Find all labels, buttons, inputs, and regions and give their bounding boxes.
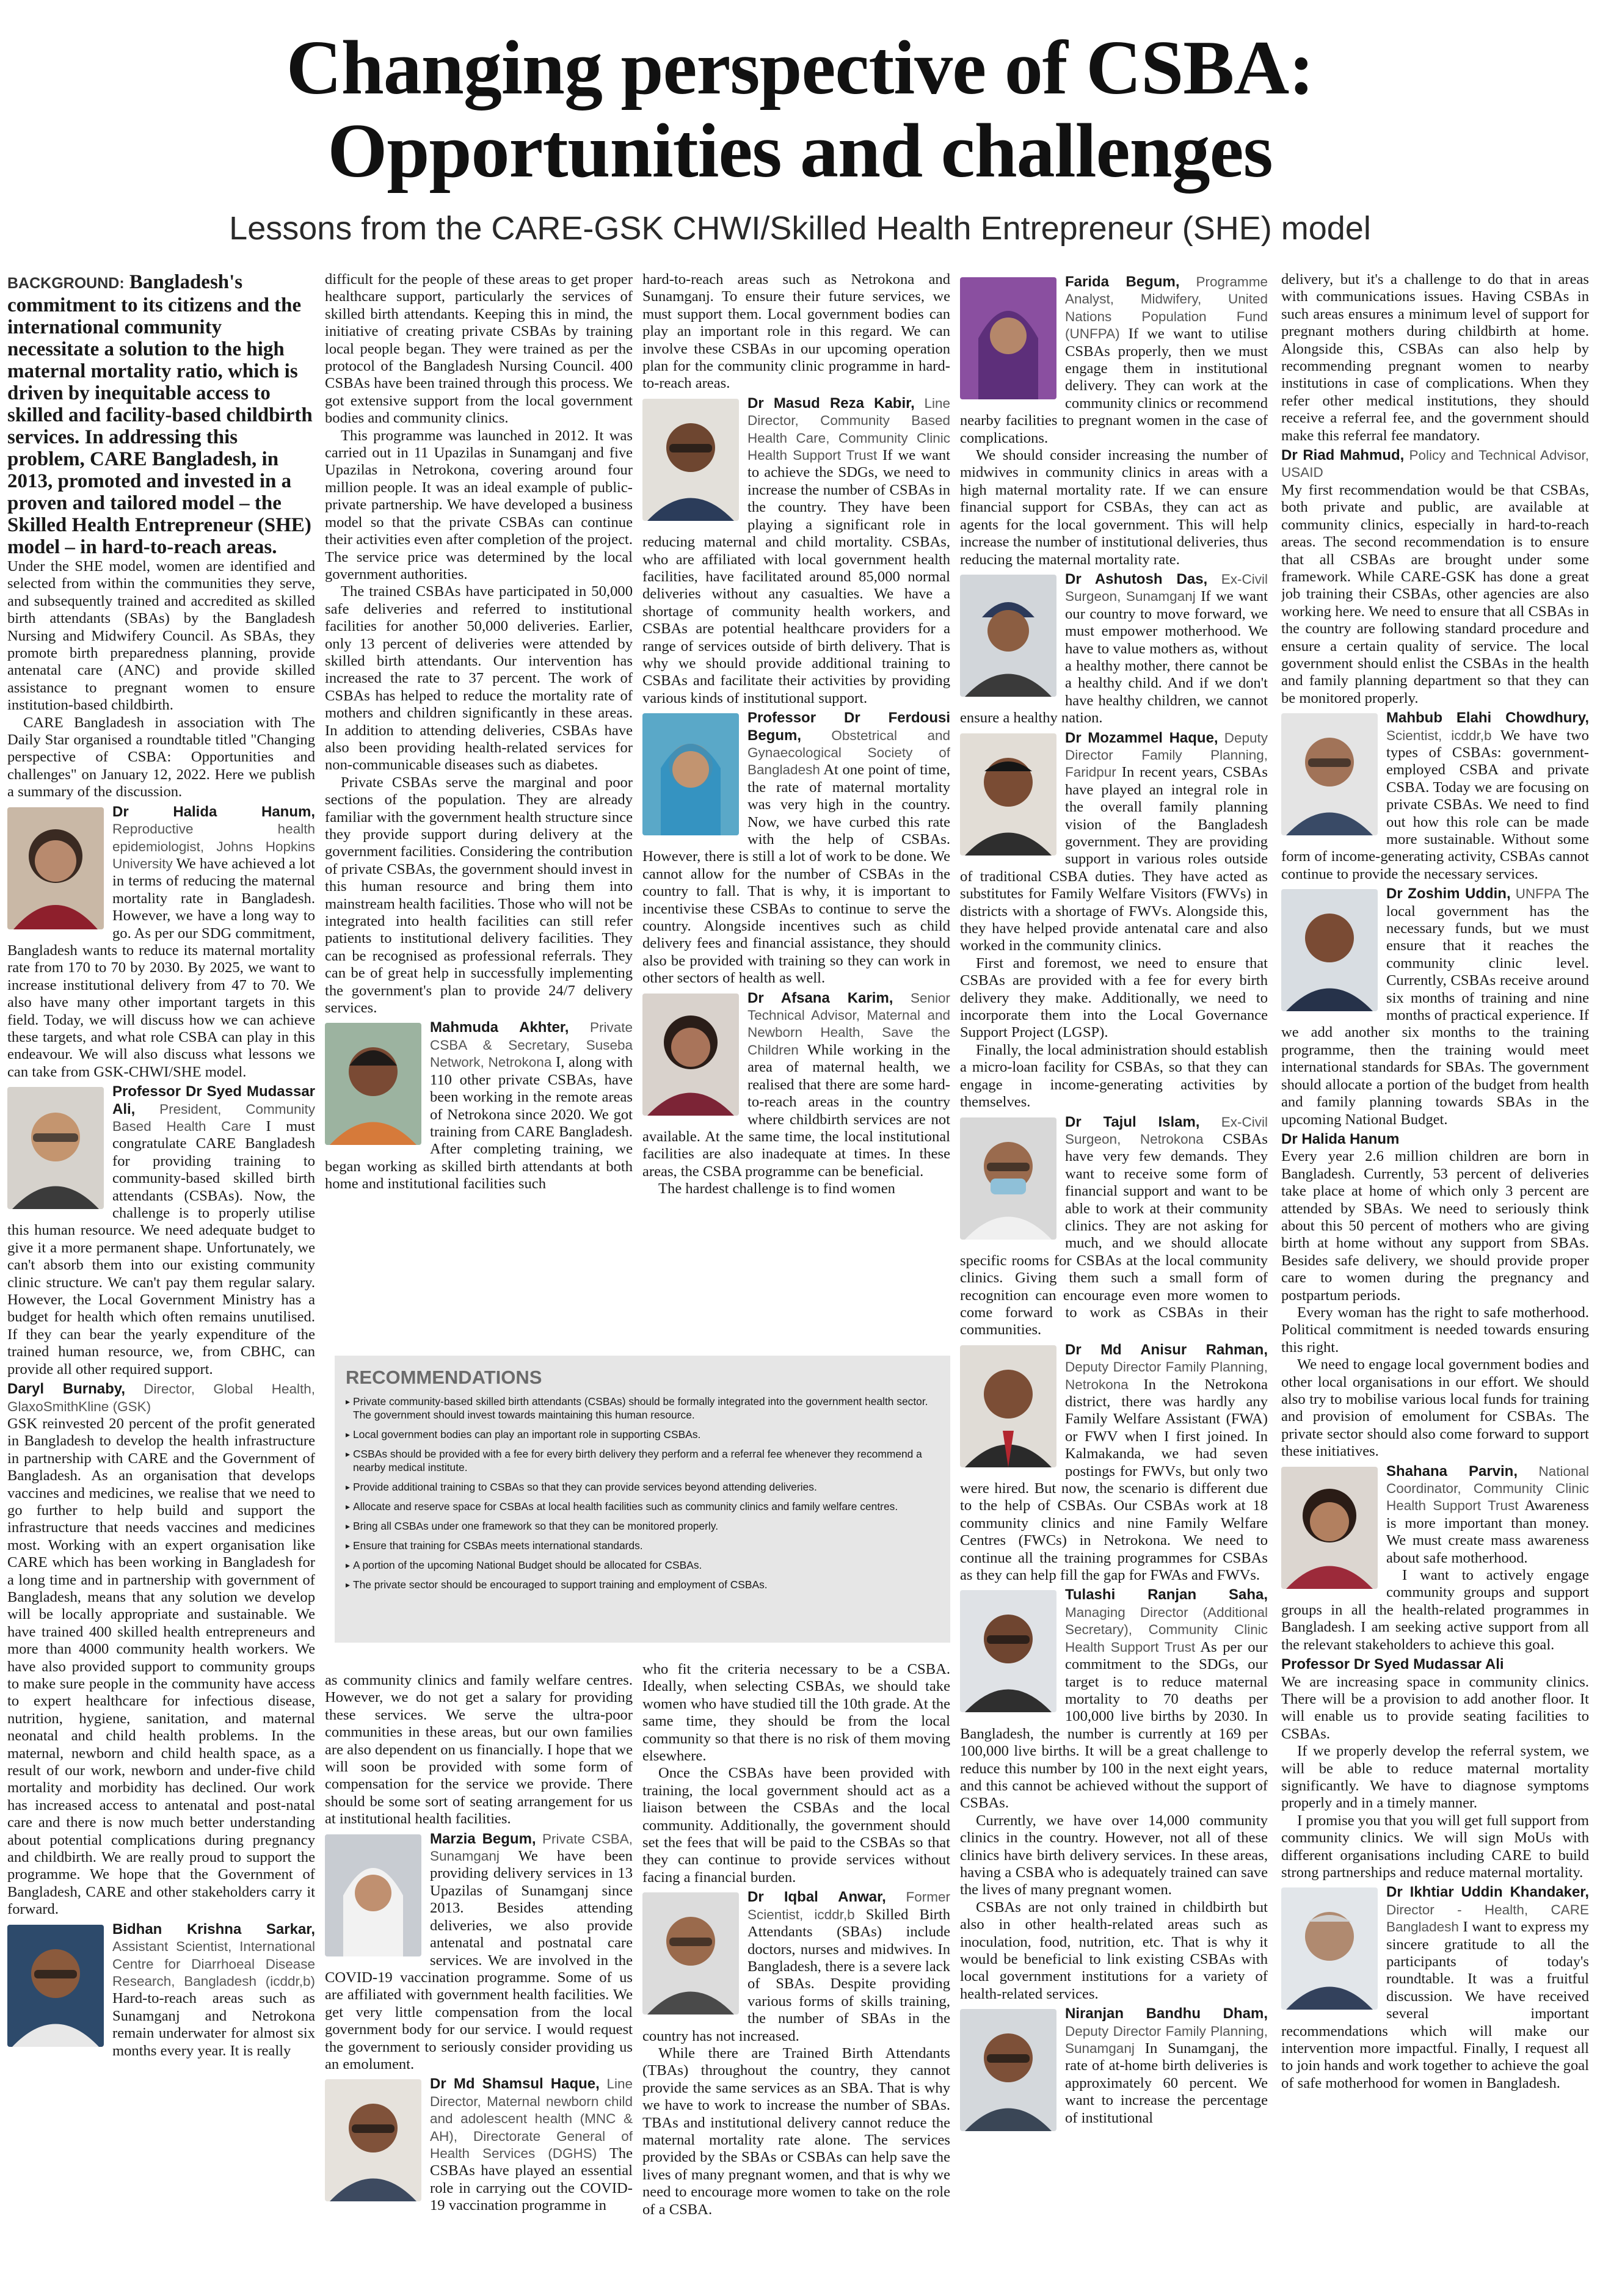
speaker-block: [7, 1381, 315, 1919]
recommendation-item: ▸ Private community-based skilled birth attendants (CSBAs) should be formally integrated into the government health sector. The government should invest towards maintaining this human resource.: [346, 1395, 939, 1422]
recommendations-box: [335, 1356, 950, 1643]
speaker-title: Director, Global Health, GlaxoSmithKline (GSK): [7, 1381, 315, 1414]
paragraph: The hardest challenge is to find women: [658, 1180, 895, 1197]
speaker-title: Managing Director (Additional Secretary), Community Clinic Health Support Trust: [1065, 1604, 1268, 1655]
background-lead: [7, 271, 315, 558]
speaker-photo: [642, 713, 739, 835]
speaker-block: [960, 730, 1268, 1111]
speaker-text: In recent years, CSBAs have played an integral role in the overall family planning vision of the Bangladesh government. They are providing support in various roles outside of traditional CSBA duties. They have acted as substitutes for Family Welfare Visitors (FWVs) in districts with a shortage of FWVs. Alongside this, they have helped provide antenatal care and also worked in the community clinics.: [960, 764, 1268, 954]
recommendation-item: ▸ A portion of the upcoming National Budget should be allocated for CSBAs.: [346, 1558, 939, 1572]
speaker-text: I, along with 110 other private CSBAs, have been working in the remote areas of Netrokona since 2020. We got training from CARE Bangladesh. After completing training, we began working as skilled birth attendants at both home and institutional facilities such: [325, 1054, 633, 1193]
speaker-title: Policy and Technical Advisor, USAID: [1281, 448, 1589, 481]
speaker-photo: [1281, 713, 1378, 835]
speaker-title: Senior Technical Advisor, Maternal and Newborn Health, Save the Children: [747, 990, 950, 1058]
speaker-photo: [7, 1925, 104, 2047]
speaker-photo: [325, 2079, 421, 2201]
speaker-block: [325, 1019, 633, 1193]
paragraph: The trained CSBAs have participated in 50,000 safe deliveries and referred to institutional facilities for another 50,000 deliveries. Earlier, only 13 percent of deliveries were attended by skilled birth attendants. Our intervention has increased the rate to 37 percent. The work of CSBAs has helped to reduce the mortality rate of mothers and children significantly in these areas. In addition to attending deliveries, CSBAs have also been providing health-related services for non-communicable diseases such as diabetes.: [325, 583, 633, 774]
paragraph: who fit the criteria necessary to be a CSBA. Ideally, when selecting CSBAs, we should take women who have studied till the 10th grade. At the same time, they should be from the local community so that there is no risk of them moving elsewhere.: [642, 1661, 950, 1765]
intro-paragraph: Under the SHE model, women are identified and selected from within the communities they serve, and subsequently trained and accredited as skilled birth attendants (SBAs) by the Bangladesh Nursing and Midwifery Council. As SBAs, they promote birth preparedness planning, provide antenatal care (ANC) and provide skilled assistance to pregnant women to ensure institution-based childbirth.: [7, 558, 315, 714]
speaker-text: If we want our country to move forward, we must empower motherhood. We have to value mothers as, without a healthy mother, there cannot be a healthy child. And if we don't have healthy children, we cannot ensure a healthy nation.: [960, 588, 1268, 727]
recommendation-item: ▸ Local government bodies can play an important role in supporting CSBAs.: [346, 1428, 939, 1441]
speaker-title: Reproductive health epidemiologist, Johns Hopkins University: [112, 821, 315, 871]
recommendations-list: [346, 1395, 939, 1591]
speaker-photo: [960, 733, 1056, 856]
speaker-photo: [960, 1345, 1056, 1467]
paragraph: I promise you that you will get full support from community clinics. We will sign MoUs with different organisations including CARE to build strong partnerships and reduce maternal mortality.: [1281, 1812, 1589, 1881]
headline-line-2: Opportunities and challenges: [327, 109, 1273, 194]
recommendation-item: ▸ Provide additional training to CSBAs so that they can provide services beyond attending deliveries.: [346, 1480, 939, 1494]
speaker-name: Dr Halida Hanum,: [112, 803, 315, 820]
speaker-title: Line Director, Community Based Health Care, Community Clinic Health Support Trust: [747, 395, 950, 463]
speaker-title: Deputy Director Family Planning, Faridpur: [1065, 730, 1268, 780]
recommendation-item: ▸ CSBAs should be provided with a fee for every birth delivery they perform and a referral fee whenever they recommend a nearby medical institute.: [346, 1447, 939, 1474]
background-lead-text: Bangladesh's commitment to its citizens and the international community necessitate a solution to the high maternal mortality ratio, which is driven by inequitable access to skilled and facility-based childbirth services. In addressing this problem, CARE Bangladesh, in 2013, promoted and invested in a proven and tailored model – the Skilled Health Entrepreneur (SHE) model – in hard-to-reach areas.: [7, 271, 313, 558]
paragraph: Every woman has the right to safe motherhood. Political commitment is needed towards ensuring this right.: [1281, 1304, 1589, 1356]
speaker-name: Dr Riad Mahmud,: [1281, 447, 1405, 464]
speaker-name: Dr Tajul Islam,: [1065, 1113, 1200, 1130]
speaker-title: Ex-Civil Surgeon, Netrokona: [1065, 1114, 1268, 1147]
speaker-block: [1281, 1131, 1589, 1461]
recommendation-item: ▸ Bring all CSBAs under one framework so that they can be monitored properly.: [346, 1519, 939, 1533]
speaker-text: If we want to utilise CSBAs properly, then we must engage them in institutional delivery. They can work at the community clinics or recommend nearby facilities to pregnant women in the case of complications.: [960, 325, 1268, 446]
speaker-title: Line Director, Maternal newborn child and adolescent health (MNC & AH), Directorate General of Health Services (DGHS): [430, 2076, 633, 2161]
speaker-photo: [1281, 889, 1378, 1011]
speaker-title: Assistant Scientist, International Centre for Diarrhoeal Disease Research, Bangladesh (icddr,b): [112, 1939, 315, 1989]
speaker-photo: [960, 1590, 1056, 1712]
speaker-title: Scientist, icddr,b: [1386, 727, 1492, 743]
paragraph: While there are Trained Birth Attendants (TBAs) throughout the country, they cannot provide the same services as an SBA. That is why we have to work to increase the number of SBAs. TBAs and institutional delivery cannot reduce the maternal mortality rate alone. The services provided by the SBAs or CSBAs can help save the lives of many pregnant women, and that is why we need to encourage more women to take on the role of a CSBA.: [642, 2044, 950, 2218]
speaker-photo: [7, 1087, 104, 1209]
speaker-photo: [642, 994, 739, 1116]
speaker-title: Private CSBA & Secretary, Suseba Network, Netrokona: [430, 1020, 633, 1070]
subheadline: Lessons from the CARE-GSK CHWI/Skilled Health Entrepreneur (SHE) model: [229, 210, 1371, 247]
speaker-text: I want to express my sincere gratitude to all the participants of today's roundtable. It was a fruitful discussion. We have received several important recommendations which will make our intervention more impactful. Finally, I request all to join hands and work together to achieve the goal of safe motherhood for women in Bangladesh.: [1281, 1919, 1589, 2091]
speaker-photo: [960, 1117, 1056, 1240]
speaker-photo: [642, 399, 739, 521]
speaker-text: GSK reinvested 20 percent of the profit generated in Bangladesh to develop the health infrastructure in partnership with CARE and the Government of Bangladesh. As an organisation that develops vaccines and medicines, we realise that we need to go further to help build and support the infrastructure that needs vaccines and medicines most. Working with an expert organisation like CARE which has been working in Bangladesh for a long time and in partnership with government of Bangladesh, means that any solution we develop will be locally appropriate and sustainable. We have trained 400 skilled health entrepreneurs and more than 4000 community health workers. We have also provided support to community groups to make sure people in the community have access to expert healthcare for infectious disease, nutrition, hygiene, sanitation, and maternal neonatal and child health problems. In the maternal, newborn and child health space, as a result of our work, newborn and under-five child mortality and morbidity has declined. Our work has increased access to antenatal and post-natal care and there is now much better understanding about potential complications during pregnancy and childbirth. We are really proud to support the programme. We hope that the Government of Bangladesh, CARE and other stakeholders carry it forward.: [7, 1415, 315, 1918]
paragraph: difficult for the people of these areas to get proper healthcare support, particularly the services of skilled birth attendants. Keeping this in mind, the initiative of creating private CSBAs by training local people began. They were trained as per the protocol of the Bangladesh Nursing Council. 400 CSBAs have been trained through this process. We got extensive support from the local government bodies and community clinics.: [325, 271, 633, 427]
speaker-block: [960, 1114, 1268, 1339]
speaker-name: Dr Md Anisur Rahman,: [1065, 1341, 1268, 1358]
speaker-title: Director - Health, CARE Bangladesh: [1386, 1902, 1589, 1935]
paragraph: If we properly develop the referral system, we will be able to reduce maternal mortality significantly. We have to diagnose symptoms properly and in a timely manner.: [1281, 1743, 1589, 1812]
intro-paragraph: CARE Bangladesh in association with The Daily Star organised a roundtable titled "Changing perspective of CSBA: Opportunities and challenges" on January 12, 2022. Here we publish a summary of the discussion.: [7, 714, 315, 801]
recommendation-item: ▸ Ensure that training for CSBAs meets international standards.: [346, 1539, 939, 1552]
recommendation-item: ▸ The private sector should be encouraged to support training and employment of CSBAs.: [346, 1578, 939, 1591]
speaker-block: [1281, 447, 1589, 707]
speaker-name: Dr Mozammel Haque,: [1065, 729, 1218, 746]
paragraph: I want to actively engage community groups and support groups in all the health-related programmes in Bangladesh. I am seeking active support from all the relevant stakeholders to achieve this goal.: [1281, 1567, 1589, 1653]
speaker-photo: [325, 1023, 421, 1145]
column-3-bottom: [642, 1661, 950, 2292]
speaker-name: Farida Begum,: [1065, 274, 1180, 290]
speaker-text: If we want to achieve the SDGs, we need to increase the number of CSBAs in the country. They have been playing a significant role in reducing maternal and child mortality. CSBAs, who are affiliated with local government health facilities, have facilitated around 85,000 normal deliveries without any casualties. We have a shortage of community health workers, and CSBAs are potential healthcare providers for a range of services outside of birth delivery. That is why we should provide additional training to CSBAs and facilitate their activities by providing various kinds of institutional support.: [642, 447, 950, 707]
speaker-name: Tulashi Ranjan Saha,: [1065, 1586, 1268, 1604]
speaker-photo: [1281, 1887, 1378, 2010]
speaker-block: [7, 1083, 315, 1378]
speaker-name: Daryl Burnaby,: [7, 1381, 126, 1398]
speaker-name: Dr Md Shamsul Haque,: [430, 2076, 600, 2093]
speaker-block: [7, 804, 315, 1081]
speaker-name: Dr Afsana Karim,: [747, 989, 893, 1006]
speaker-text: Hard-to-reach areas such as Sunamganj and Netrokona remain underwater for almost six months every year. It is really: [112, 1990, 315, 2059]
speaker-name: Dr Masud Reza Kabir,: [747, 394, 915, 412]
speaker-text: As per our commitment to the SDGs, our target is to reduce maternal mortality to 70 deaths per 100,000 live births by 2030. In Bangladesh, the number is currently at 169 per 100,000 live births. It will be a great challenge to reduce this number by 100 in the next eight years, and this cannot be achieved without the support of CSBAs.: [960, 1638, 1268, 1812]
paragraph: CSBAs are not only trained in childbirth but also in other health-related areas such as inoculation, food, nutrition, etc. That is why it would be beneficial to link existing CSBAs with local government institutions for a variety of health-related services.: [960, 1898, 1268, 2002]
column-4: [960, 271, 1268, 2292]
speaker-text: While working in the area of maternal health, we realised that there are some hard-to-reach areas in the country where childbirth services are not available. At the same time, the local institutional facilities are also inadequate at times. In these areas, the CSBA programme can be beneficial.: [642, 1041, 950, 1180]
paragraph: This programme was launched in 2012. It was carried out in 11 Upazilas in Sunamganj and five Upazilas in Netrokona, covering around four million people. It was an ideal example of public-private partnership. We have developed a business model so that the private CSBAs can continue their activities even after completion of the project. The service price was determined by the local government authorities.: [325, 427, 633, 583]
speaker-text: CSBAs have very few demands. They want to receive some form of financial support and want to be able to work at their community clinics. They are not asking for much, and we should allocate specific rooms for CSBAs at the local community clinics. Giving them such a small form of recognition can encourage even more women to come forward to work as CSBAs in their communities.: [960, 1130, 1268, 1339]
speaker-text: The local government has the necessary funds, but we must ensure that it reaches the community clinic level. Currently, CSBAs receive around six months of training and nine months of practical experience. If we add another six months to the training programme, then the training would meet international standards for SBAs. The government should allocate a portion of the budget from health and family planning towards SBAs in the upcoming National Budget.: [1281, 885, 1589, 1128]
speaker-text: Every year 2.6 million children are born in Bangladesh. Currently, 53 percent of deliveries take place at home of which only 3 percent are attended by SBAs. We need to seriously think about this 50 percent of mothers who are giving birth at home without any support from SBAs. Besides safe delivery, we should provide proper care to women during the pregnancy and postpartum periods.: [1281, 1148, 1589, 1304]
speaker-block: [642, 710, 950, 987]
speaker-text: The CSBAs have played an essential role in carrying out the COVID-19 vaccination programme in: [430, 2145, 633, 2214]
paragraph: Finally, the local administration should establish a micro-loan facility for CSBAs, so that they can engage in income-generating activities by themselves.: [960, 1041, 1268, 1111]
paragraph: hard-to-reach areas such as Netrokona and Sunamganj. To ensure their future services, we must support them. Local government bodies can play an important role in this regard. We can involve these CSBAs in our upcoming operation plan for the community clinic programme in hard-to-reach areas.: [642, 271, 950, 392]
speaker-photo: [642, 1892, 739, 2014]
speaker-block: [960, 2005, 1268, 2127]
column-3-top: [642, 271, 950, 1334]
speaker-text: Awareness is more important than money. We must create mass awareness about safe motherhood.: [1386, 1497, 1589, 1566]
speaker-title: Programme Analyst, Midwifery, United Nations Population Fund (UNFPA): [1065, 274, 1268, 342]
speaker-name: Professor Dr Syed Mudassar Ali,: [112, 1083, 315, 1117]
speaker-text: In the Netrokona district, there was hardly any Family Welfare Assistant (FWA) or FWV when I first joined. In Kalmakanda, we had seven postings for FWVs, but only two were hired. But now, the scenario is different due to the help of CSBAs. Our CSBAs work at 18 community clinics and nine Family Welfare Centres (FWCs) in Netrokona. We need to continue all the training programmes for CSBAs as they can help fill the gap for FWAs and FWVs.: [960, 1376, 1268, 1584]
paragraph: as community clinics and family welfare centres. However, we do not get a salary for providing these services. We serve the ultra-poor communities in these areas, but our own families are also dependent on us financially. I hope that we will soon be provided with some form of compensation for the service we provide. There should be some sort of seating arrangement for us at institutional health facilities.: [325, 1672, 633, 1828]
speaker-text: We have two types of CSBAs: government-employed CSBA and private CSBA. Today we are focusing on private CSBAs. We need to find out how this role can be made more sustainable. Without some form of income-generating activity, CSBAs cannot continue to provide the necessary services.: [1281, 727, 1589, 882]
speaker-name: Niranjan Bandhu Dham,: [1065, 2005, 1268, 2022]
headline-line-1: Changing perspective of CSBA:: [286, 26, 1314, 111]
speaker-name: Mahbub Elahi Chowdhury,: [1386, 710, 1589, 727]
speaker-title: Deputy Director Family Planning, Sunamganj: [1065, 2023, 1268, 2057]
speaker-photo: [1281, 1467, 1378, 1589]
speaker-name: Mahmuda Akhter,: [430, 1019, 569, 1036]
recommendation-item: ▸ Allocate and reserve space for CSBAs at local health facilities such as community clinics and family welfare centres.: [346, 1500, 939, 1513]
speaker-text: At one point of time, the rate of maternal mortality was very high in the country. Now, we have curbed this rate with the help of CSBAs. However, there is still a lot of work to be done. We cannot allow for the number of CSBAs in the country to fall. That is why, it is important to incentivise these CSBAs to continue to serve the country. Alongside incentives such as child delivery fees and financial assistance, they should also be provided with training so they can work in other sectors of health as well.: [642, 761, 950, 987]
speaker-text: In Sunamganj, the rate of at-home birth deliveries is approximately 60 percent. We want to increase the percentage of institutional: [1065, 2040, 1268, 2126]
speaker-title: Deputy Director Family Planning, Netrokona: [1065, 1359, 1268, 1392]
speaker-block: [1281, 710, 1589, 883]
paragraph: Private CSBAs serve the marginal and poor sections of the population. They are already familiar with the government health structure since they provide support during delivery at the government facilities. Considering the contribution of private CSBAs, the government should invest in this human resource and bring them into mainstream health facilities. Those who will not be integrated into health facilities can still refer patients to institutional delivery facilities. They can be recognised as professional referrals. They can be of great help in successfully implementing the government's plan to provide 24/7 delivery services.: [325, 774, 633, 1017]
paragraph: We need to engage local government bodies and other local organisations in our effort. We should also try to mobilise various local funds for training and provision of emolument for CSBAs. The private sector should also come forward to support these initiatives.: [1281, 1356, 1589, 1460]
speaker-title: UNFPA: [1515, 886, 1562, 902]
speaker-block: [642, 1889, 950, 2218]
speaker-title: National Coordinator, Community Clinic Health Support Trust: [1386, 1463, 1589, 1514]
speaker-name: Professor Dr Ferdousi Begum,: [747, 710, 950, 744]
speaker-photo: [7, 807, 104, 929]
speaker-name: Dr Iqbal Anwar,: [747, 1889, 886, 1906]
speaker-photo: [960, 2009, 1056, 2131]
recommendations-title: RECOMMENDATIONS: [346, 1367, 542, 1388]
speaker-name: Dr Zoshim Uddin,: [1386, 885, 1511, 903]
speaker-text: My first recommendation would be that CSBAs, both private and public, are available at community clinics, especially in hard-to-reach areas. The second recommendation is to ensure that all CSBAs are brought under some framework. While CARE-GSK has done a great job training their CSBAs, other agencies are also working here. We need to ensure that all CSBAs in the country are following standard procedure and ensure a certain quality of service. The local government should enlist the CSBAs in the health and family planning department so that they can be monitored properly.: [1281, 481, 1589, 707]
speaker-block: [642, 395, 950, 707]
column-2-bottom: [325, 1672, 633, 2292]
speaker-name: Marzia Begum,: [430, 1830, 536, 1847]
column-1: [7, 271, 315, 2292]
paragraph: We should consider increasing the number of midwives in community clinics in areas with a high maternal mortality rate. If we can ensure financial support for CSBAs, they can act as agents for the local government. This will help increase the number of institutional deliveries, thus reducing the maternal mortality rate.: [960, 447, 1268, 568]
speaker-text: We are increasing space in community clinics. There will be a provision to add another floor. It will enable us to provide seating facilities to CSBAs.: [1281, 1673, 1589, 1742]
speaker-name: Professor Dr Syed Mudassar Ali: [1281, 1656, 1504, 1673]
speaker-block: [325, 1831, 633, 2074]
paragraph: delivery, but it's a challenge to do that in areas with communications issues. Having CSBAs in such areas ensures a minimum level of support for pregnant mothers during childbirth at home. Alongside this, CSBAs can also help by recommending pregnant women to nearby institutions in case of complications. When they refer other medical institutions, they should receive a referral fee, and the government should make this referral fee mandatory.: [1281, 271, 1589, 444]
speaker-title: Ex-Civil Surgeon, Sunamganj: [1065, 571, 1268, 605]
speaker-block: [1281, 885, 1589, 1128]
speaker-block: [1281, 1656, 1589, 1881]
speaker-block: [960, 274, 1268, 569]
speaker-title: President, Community Based Health Care: [112, 1101, 315, 1134]
column-5: [1281, 271, 1589, 2292]
speaker-title: Private CSBA, Sunamganj: [430, 1831, 633, 1864]
speaker-name: Bidhan Krishna Sarkar,: [112, 1920, 315, 1938]
speaker-name: Dr Ashutosh Das,: [1065, 570, 1208, 587]
speaker-block: [1281, 1884, 1589, 2092]
speaker-title: Obstetrical and Gynaecological Society of Bangladesh: [747, 727, 950, 778]
speaker-name: Dr Ikhtiar Uddin Khandaker,: [1386, 1884, 1589, 1901]
speaker-title: Former Scientist, icddr,b: [747, 1889, 950, 1922]
background-label: BACKGROUND:: [7, 275, 125, 292]
speaker-text: Skilled Birth Attendants (SBAs) include doctors, nurses and midwives. In Bangladesh, there is a severe lack of SBAs. Despite providing various forms of skills training, the number of SBAs in the country has not increased.: [642, 1906, 950, 2044]
speaker-block: [325, 2076, 633, 2214]
speaker-text: We have been providing delivery services in 13 Upazilas of Sunamganj since 2013. Besides attending deliveries, we also provide antenatal and postnatal care services. We are involved in the COVID-19 vaccination programme. Some of us are affiliated with government health facilities. We get very little compensation from the local government body for our service. I would request the government to seriously consider providing us an emolument.: [325, 1848, 633, 2073]
speaker-block: [7, 1921, 315, 2060]
speaker-name: Shahana Parvin,: [1386, 1462, 1518, 1480]
speaker-photo: [325, 1834, 421, 1956]
speaker-block: [960, 1586, 1268, 2003]
paragraph: Currently, we have over 14,000 community clinics in the country. However, not all of these clinics have birth delivery services. In these areas, having a CSBA who is adequately trained can save the lives of many pregnant women.: [960, 1812, 1268, 1898]
column-2-top: [325, 271, 633, 1321]
speaker-photo: [960, 277, 1056, 399]
speaker-block: [1281, 1463, 1589, 1654]
speaker-photo: [960, 575, 1056, 697]
speaker-text: I must congratulate CARE Bangladesh for providing training to community-based skilled birth attendants (CSBAs). Now, the challenge is to properly utilise this human resource. We need adequate budget to give it a more permanent shape. Unfortunately, we can't absorb them into our existing community clinic structure. We can't pay them regular salary. However, the Local Government Ministry has a budget for health which often remains unutilised. If they can bear the yearly expenditure of the trained human resource, we, from CBHC, can provide all other required support.: [7, 1118, 315, 1378]
speaker-block: [960, 571, 1268, 727]
speaker-name: Dr Halida Hanum: [1281, 1130, 1400, 1147]
speaker-block: [642, 990, 950, 1198]
paragraph: First and foremost, we need to ensure that CSBAs are provided with a fee for every birth delivery they make. Additionally, we need to incorporate them into the Local Governance Support Project (LGSP).: [960, 954, 1268, 1041]
speaker-block: [960, 1342, 1268, 1585]
speaker-text: We have achieved a lot in terms of reducing the maternal mortality rate in Bangladesh. However, we have a long way to go. As per our SDG commitment, Bangladesh wants to reduce its maternal mortality rate from 170 to 70 by 2030. By 2025, we want to increase institutional delivery from 47 to 70. We also have many other important targets in this field. Today, we will discuss how we can achieve these targets, and what role CSBA can play in this endeavour. We will also discuss what lessons we can take from GSK-CHWI/SHE model.: [7, 855, 315, 1080]
paragraph: Once the CSBAs have been provided with training, the local government should act as a liaison between the CSBAs and the local community. Additionally, the government should set the fees that will be paid to the CSBAs so that they can continue to provide services without facing a financial burden.: [642, 1765, 950, 1886]
